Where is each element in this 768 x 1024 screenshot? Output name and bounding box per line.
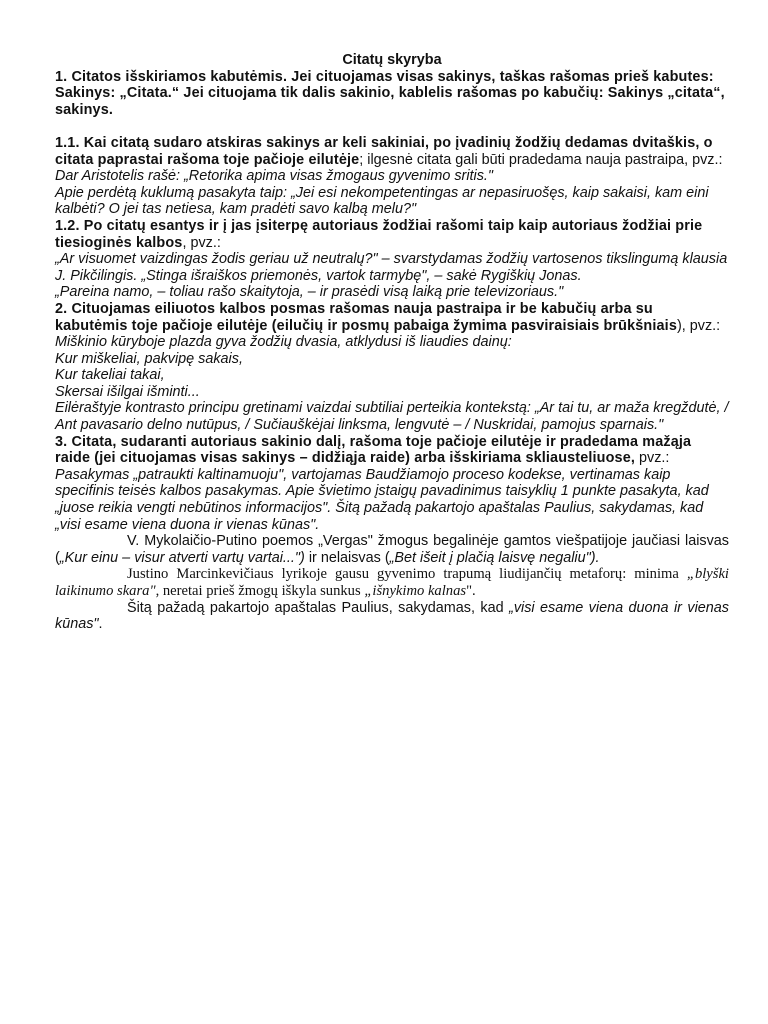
verse-line-2: Kur takeliai takai, [55,367,165,384]
document-page [55,52,729,633]
section-3-rest: pvz.: [635,450,670,467]
section-3-rule: 3. Citata, sudaranti autoriaus sakinio dalį, rašoma toje pačioje eilutėje ir pradedama mažąja raide (jei cituojamas visas sakinys – didžiąja raide) arba išskiriama skliausteliuose, [55,433,692,467]
example-pikcilingis: „Ar visuomet vaizdingas žodis geriau už neutralų?" – svarstydamas žodžių vartosenos tikslingumą klausia J. Pikčilingis. „Stinga išraiškos priemonės, vartok tarmybę", – sakė Rygiškių Jonas. [55,251,728,284]
verse-line-1: Kur miškeliai, pakvipę sakais, [55,350,243,367]
section-1-1-rest: ; ilgesnė citata gali būti pradedama nauja pastraipa, pvz.: [359,151,723,168]
section-2 [55,301,729,334]
example-modesty: Apie perdėtą kuklumą pasakyta taip: „Jei esi nekompetentingas ar nepasiruošęs, kaip sakaisi, kam eini kalbėti? O jei tas netiesa, kam pradėti savo kalbą melu?" [55,184,709,218]
section-1 [55,69,729,119]
example-televizorius: „Pareina namo, – toliau rašo skaitytoja, – ir prasėdi visą laiką prie televizoriaus." [55,284,564,301]
example-aristotle: Dar Aristotelis rašė: „Retorika apima visas žmogaus gyvenimo sritis." [55,168,494,185]
example-kregzdute: Eilėraštyje kontrasto principu gretinami vaizdai subtiliai perteikia kontekstą: „Ar tai tu, ar maža kregždutė, / Ant pavasario delno nutūpus, / Sučiauškėjai linksma, lengvutė – / Nuskridai, pamojus sparnais." [55,400,729,434]
paragraph-marcinkevicius: Justino Marcinkevičiaus lyrikoje gausu gyvenimo trapumą liudijančių metaforų: minima „blyški laikinumo skara", neretai prieš žmogų iškyla sunkus „išnykimo kalnas". [55,566,729,599]
spacer [55,118,729,135]
section-1-2 [55,218,729,251]
example-miskinis-intro: Miškinio kūryboje plazda gyva žodžių dvasia, atklydusi iš liaudies dainų: [55,334,512,351]
section-2-rule: 2. Cituojamas eiliuotos kalbos posmas rašomas nauja pastraipa ir be kabučių arba su kabutėmis toje pačioje eilutėje (eilučių ir posmų pabaiga žymima pasviraisiais brūkšniais [55,300,677,334]
example-kaltinamuoju: Pasakymas „patraukti kaltinamuoju", vartojamas Baudžiamojo proceso kodekse, vertinamas kaip specifinis teisės kalbos pasakymas. Apie švietimo įstaigų pavadinimus taisyklių 1 punkte pasakyta, kad „juose reikia vengti nebūtinos informacijos". Šitą pažadą pakartojo apaštalas Paulius, sakydamas, kad „visi esame viena duona ir vienas kūnas". [55,466,709,533]
section-1-2-rule: 1.2. Po citatų esantys ir į jas įsiterpę autoriaus žodžiai rašomi taip kaip autoriaus žodžiai prie tiesioginės kalbos [55,217,703,251]
document-title: Citatų skyryba [342,52,442,68]
paragraph-putinas: V. Mykolaičio-Putino poemos „Vergas" žmogus begalinėje gamtos viešpatijoje jaučiasi laisvas („Kur einu – visur atverti vartų vartai...") ir nelaisvas („Bet išeit į plačią laisvę negaliu"). [55,533,729,566]
verse-line-3: Skersai išilgai išminti... [55,383,200,400]
paragraph-paulius: Šitą pažadą pakartojo apaštalas Paulius, sakydamas, kad „visi esame viena duona ir vienas kūnas". [55,599,729,633]
section-1-1-rule: 1.1. Kai citatą sudaro atskiras sakinys ar keli sakiniai, po įvadinių žodžių dedamas dvitaškis, o citata paprastai rašoma toje pačioje eilutėje [55,134,713,168]
section-1-2-rest: , pvz.: [182,234,221,251]
section-2-rest: ), pvz.: [676,317,721,334]
section-3 [55,434,729,467]
section-1-rule: 1. Citatos išskiriamos kabutėmis. Jei cituojamas visas sakinys, taškas rašomas prieš kabutes: Sakinys: „Citata.“ Jei cituojama tik dalis sakinio, kablelis rašomas po kabučių: Sakinys „citata“, sakinys. [55,68,725,118]
section-1-1 [55,135,729,168]
